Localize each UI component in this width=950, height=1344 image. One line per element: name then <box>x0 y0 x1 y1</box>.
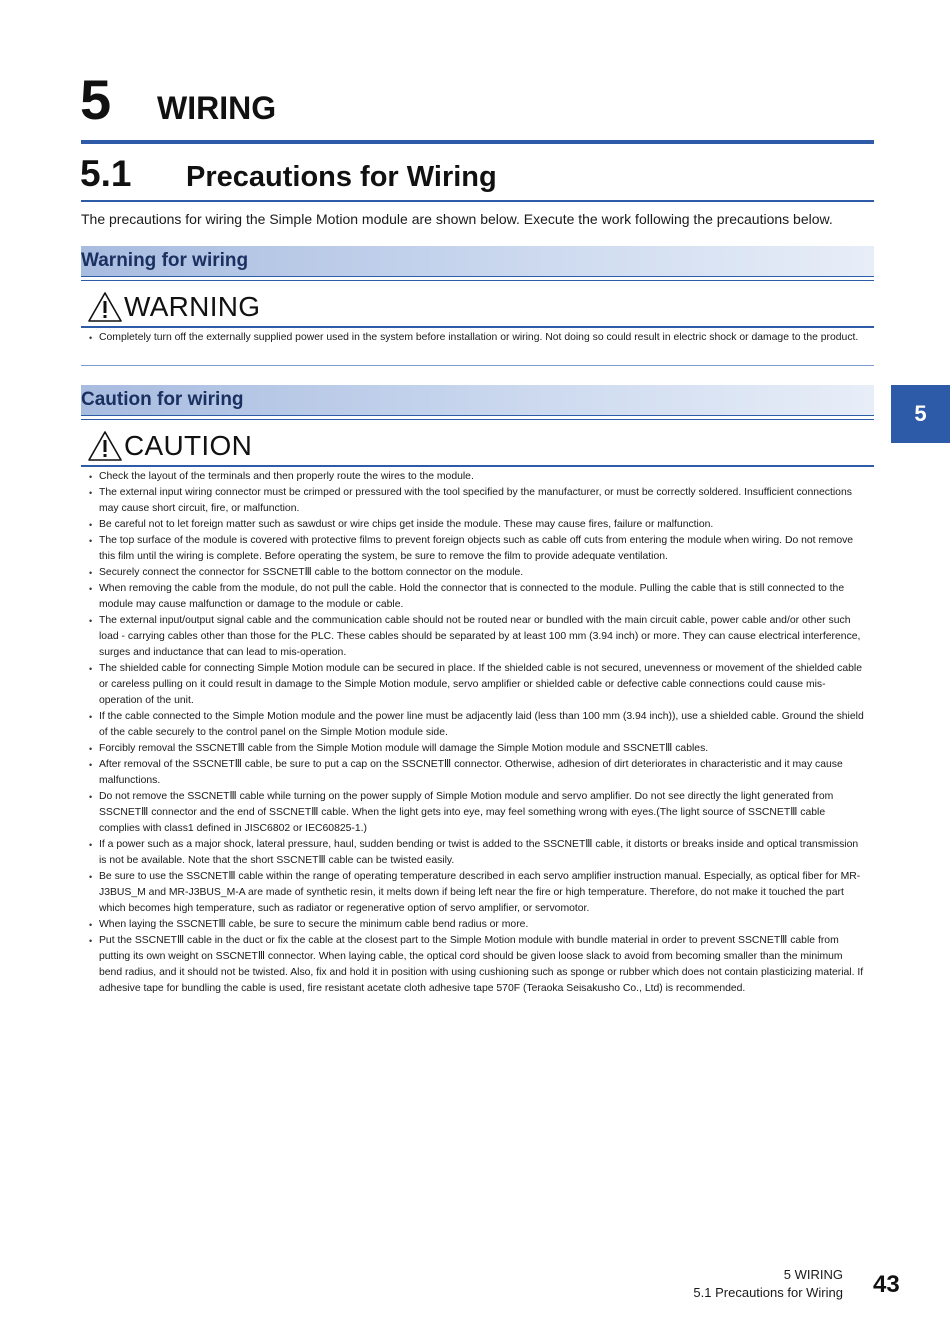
caution-rule <box>81 465 874 467</box>
chapter-number: 5 <box>80 68 112 131</box>
section-rule <box>81 200 874 202</box>
caution-band-underline <box>81 419 874 420</box>
intro-text: The precautions for wiring the Simple Motion module are shown below. Execute the work following the precautions below. <box>81 211 833 227</box>
list-item: • Completely turn off the externally supplied power used in the system before installation or wiring. Not doing so could result in electric shock or damage to the product. <box>88 330 868 346</box>
list-item: • Be careful not to let foreign matter such as sawdust or wire chips get inside the module. These may cause fires, failure or malfunction. <box>88 517 868 533</box>
list-item: • When laying the SSCNETⅢ cable, be sure to secure the minimum cable bend radius or more. <box>88 917 868 933</box>
warning-list <box>88 330 868 346</box>
warning-triangle-icon <box>88 292 122 322</box>
list-item: • When removing the cable from the module, do not pull the cable. Hold the connector that is connected to the module. Pulling the cable that is still connected to the module may cause malfunction or damage to the module or cable. <box>88 581 868 613</box>
chapter-rule <box>81 140 874 144</box>
list-item: • Put the SSCNETⅢ cable in the duct or fix the cable at the closest part to the Simple Motion module with bundle material in order to prevent SSCNETⅢ cable from putting its own weight on SSCNETⅢ connector. When laying cable, the optical cord should be given loose slack to avoid from becoming smaller than the minimum bend radius, and it should not be twisted. Also, fix and hold it in position with using cushioning such as sponge or rubber which does not contain plasticizing material. If adhesive tape for bundling the cable is used, fire resistant acetate cloth adhesive tape 570F (Teraoka Seisakusho Co., Ltd) is recommended. <box>88 933 868 997</box>
warning-band-underline <box>81 280 874 281</box>
list-item: • Check the layout of the terminals and then properly route the wires to the module. <box>88 469 868 485</box>
list-item: • The external input wiring connector must be crimped or pressured with the tool specified by the manufacturer, or must be correctly soldered. Insufficient connections may cause short circuit, fire, or malfunction. <box>88 485 868 517</box>
warning-heading-band <box>81 246 874 277</box>
chapter-title: WIRING <box>157 90 277 126</box>
section-title: Precautions for Wiring <box>186 161 497 193</box>
caution-list <box>88 469 868 997</box>
list-item: • If the cable connected to the Simple Motion module and the power line must be adjacently laid (less than 100 mm (3.94 inch)), use a shielded cable. Ground the shield of the cable securely to the control panel on the Simple Motion module side. <box>88 709 868 741</box>
list-item: • Securely connect the connector for SSCNETⅢ cable to the bottom connector on the module. <box>88 565 868 581</box>
caution-label: CAUTION <box>124 430 253 461</box>
caution-heading: Caution for wiring <box>81 389 244 410</box>
list-item: • The external input/output signal cable and the communication cable should not be routed near or bundled with the main circuit cable, power cable and/or other such load - carrying cables other than those for the PLC. These cables should be separated by at least 100 mm (3.94 inch) or more. They can cause electrical interference, surges and inductance that can lead to mis-operation. <box>88 613 868 661</box>
list-item: • The shielded cable for connecting Simple Motion module can be secured in place. If the shielded cable is not secured, unevenness or movement of the shielded cable or careless pulling on it could result in damage to the Simple Motion module, servo amplifier or shielded cable or defective cable connections could cause mis-operation of the unit. <box>88 661 868 709</box>
chapter-side-tab[interactable]: 5 <box>891 385 950 443</box>
warning-heading: Warning for wiring <box>81 250 249 271</box>
list-item: • After removal of the SSCNETⅢ cable, be sure to put a cap on the SSCNETⅢ connector. Otherwise, adhesion of dirt deteriorates in characteristic and it may cause malfunctions. <box>88 757 868 789</box>
warning-label: WARNING <box>124 291 261 322</box>
caution-heading-band <box>81 385 874 416</box>
list-item: • Be sure to use the SSCNETⅢ cable within the range of operating temperature described in each servo amplifier instruction manual. Especially, as optical fiber for MR-J3BUS_M and MR-J3BUS_M-A are made of synthetic resin, it melts down if being left near the fire or high temperature. Therefore, do not make it touched the part which becomes high temperature, such as radiator or regenerative option of servo amplifier, or servomotor. <box>88 869 868 917</box>
footer-section: 5.1 Precautions for Wiring <box>693 1285 843 1300</box>
list-item: • If a power such as a major shock, lateral pressure, haul, sudden bending or twist is added to the SSCNETⅢ cable, it distorts or breaks inside and optical transmission is not be available. Note that the short SSCNETⅢ cable can be twisted easily. <box>88 837 868 869</box>
warning-bottom-rule <box>81 365 874 366</box>
list-item: • Forcibly removal the SSCNETⅢ cable from the Simple Motion module will damage the Simple Motion module and SSCNETⅢ cables. <box>88 741 868 757</box>
list-item: • Do not remove the SSCNETⅢ cable while turning on the power supply of Simple Motion module and servo amplifier. Do not see directly the light generated from SSCNETⅢ connector and the end of SSCNETⅢ cable. When the light gets into eye, may feel something wrong with eyes.(The light source of SSCNETⅢ cable complies with class1 defined in JISC6802 or IEC60825-1.) <box>88 789 868 837</box>
footer-chapter: 5 WIRING <box>783 1267 843 1282</box>
page-number: 43 <box>873 1271 900 1298</box>
list-item: • The top surface of the module is covered with protective films to prevent foreign objects such as cable off cuts from entering the module when wiring. Do not remove this film until the wiring is complete. Before operating the system, be sure to remove the film to provide adequate ventilation. <box>88 533 868 565</box>
warning-rule <box>81 326 874 328</box>
section-number: 5.1 <box>80 153 132 194</box>
warning-triangle-icon <box>88 431 122 461</box>
